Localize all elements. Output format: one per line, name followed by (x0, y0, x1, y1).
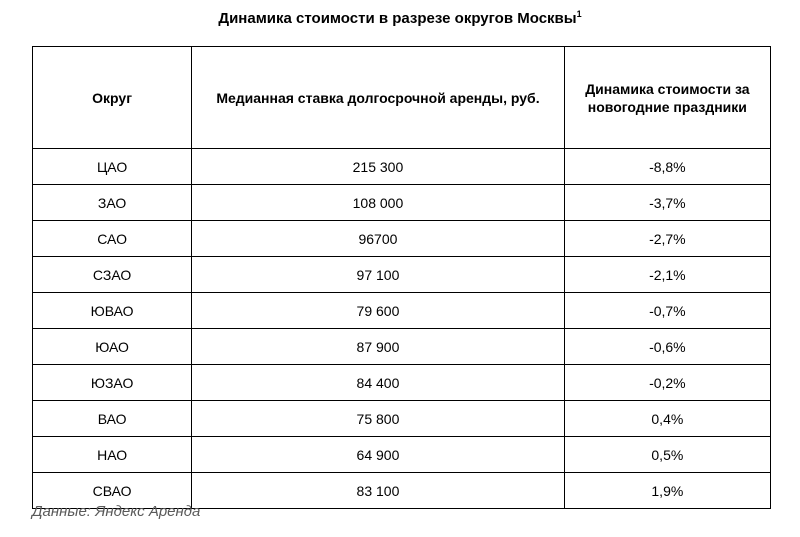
change-cell: -0,7% (564, 293, 770, 329)
table-row (33, 257, 771, 293)
district-cell: НАО (33, 437, 192, 473)
table-row (33, 365, 771, 401)
district-cell: СЗАО (33, 257, 192, 293)
table-row (33, 185, 771, 221)
table-row (33, 293, 771, 329)
rent-cell: 96700 (192, 221, 565, 257)
change-cell: 0,4% (564, 401, 770, 437)
table-row (33, 401, 771, 437)
table-row (33, 437, 771, 473)
document-title (0, 10, 800, 28)
rent-cell: 215 300 (192, 149, 565, 185)
rent-cell: 83 100 (192, 473, 565, 509)
change-cell: -2,1% (564, 257, 770, 293)
change-cell: 1,9% (564, 473, 770, 509)
rent-cell: 97 100 (192, 257, 565, 293)
rent-cell: 64 900 (192, 437, 565, 473)
header-median-rent: Медианная ставка долгосрочной аренды, руб. (192, 47, 565, 149)
change-cell: -0,2% (564, 365, 770, 401)
district-cell: ВАО (33, 401, 192, 437)
district-cell: ЦАО (33, 149, 192, 185)
rent-cell: 84 400 (192, 365, 565, 401)
change-cell: -0,6% (564, 329, 770, 365)
rent-cell: 79 600 (192, 293, 565, 329)
district-cell: ЗАО (33, 185, 192, 221)
rent-cell: 108 000 (192, 185, 565, 221)
table-row (33, 221, 771, 257)
district-cell: ЮАО (33, 329, 192, 365)
document-title-text: Динамика стоимости в разрезе округов Москвы (218, 10, 577, 27)
district-cell: ЮВАО (33, 293, 192, 329)
district-cell: СВАО (33, 473, 192, 509)
change-cell: -2,7% (564, 221, 770, 257)
table-header-row (33, 47, 771, 149)
change-cell: -8,8% (564, 149, 770, 185)
district-cell: САО (33, 221, 192, 257)
source-note: Данные: Яндекс Аренда (32, 503, 201, 520)
title-footnote-mark: 1 (576, 9, 582, 19)
header-district: Округ (33, 47, 192, 149)
rent-cell: 87 900 (192, 329, 565, 365)
district-cell: ЮЗАО (33, 365, 192, 401)
rent-dynamics-table (32, 46, 771, 509)
change-cell: -3,7% (564, 185, 770, 221)
header-price-change: Динамика стоимости за новогодние праздники (564, 47, 770, 149)
table-row (33, 149, 771, 185)
change-cell: 0,5% (564, 437, 770, 473)
table-row (33, 329, 771, 365)
rent-cell: 75 800 (192, 401, 565, 437)
